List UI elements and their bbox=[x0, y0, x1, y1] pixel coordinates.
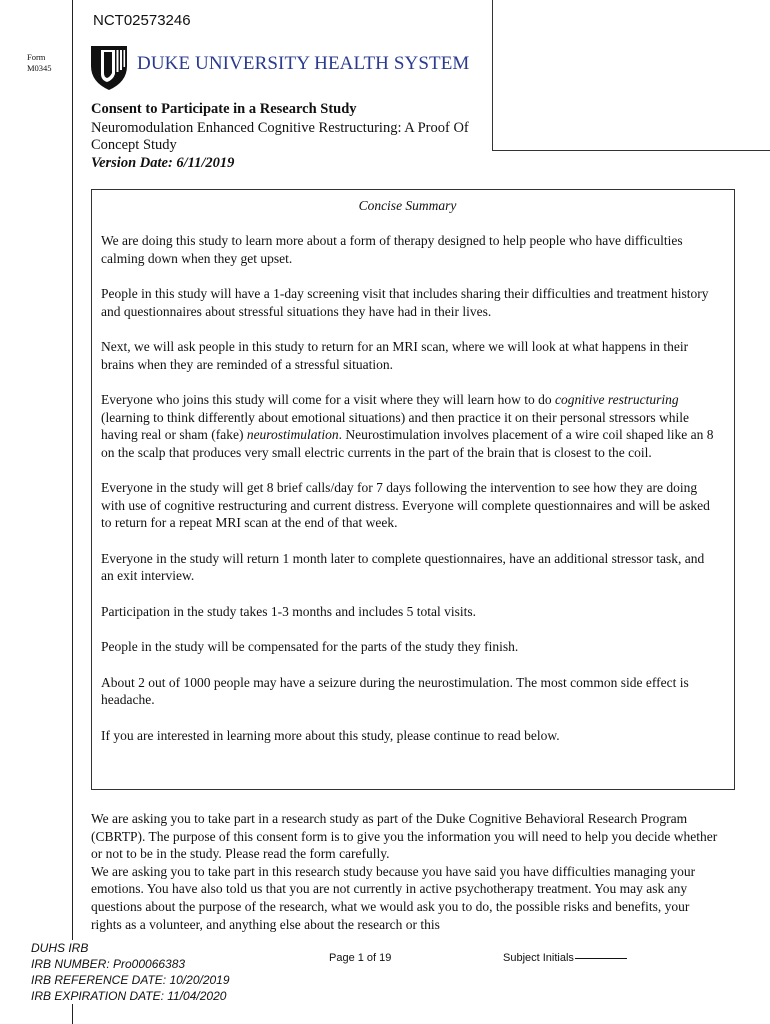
body-paragraph-2: We are asking you to take part in this research study because you have said you have difficulties managing your emotions. You have also told us that you are not currently in active psychotherapy treatment. You may ask any questions about the purpose of the research, what we would ask you to do, the possible risks and benefits, your rights as a volunteer, and anything else about the research or this bbox=[91, 863, 696, 932]
irb-line-3: IRB REFERENCE DATE: 10/20/2019 bbox=[31, 973, 230, 987]
corner-box bbox=[492, 0, 770, 151]
irb-stamp bbox=[31, 940, 230, 1004]
p4-text-b: (learning to think differently about emotional situations) and then practice it on their personal stressors while having real or sham (fake) bbox=[101, 409, 689, 442]
summary-title: Concise Summary bbox=[358, 198, 457, 213]
org-name: DUKE UNIVERSITY HEALTH SYSTEM bbox=[137, 53, 470, 74]
body-paragraph-1: We are asking you to take part in a research study as part of the Duke Cognitive Behavioral Research Program (CBRTP). The purpose of this consent form is to give you the information you will need to help you decide whether or not to be in the study. Please read the form carefully. bbox=[91, 811, 718, 862]
summary-paragraph-9: About 2 out of 1000 people may have a seizure during the neurostimulation. The most common side effect is headache. bbox=[101, 674, 689, 707]
summary-paragraph-8: People in the study will be compensated for the parts of the study they finish. bbox=[101, 639, 519, 654]
subject-initials bbox=[503, 952, 627, 964]
nct-id: NCT02573246 bbox=[93, 12, 191, 29]
summary-paragraph-7: Participation in the study takes 1-3 months and includes 5 total visits. bbox=[101, 603, 476, 619]
consent-body bbox=[91, 810, 721, 932]
form-label bbox=[27, 52, 52, 74]
form-label-line2: M0345 bbox=[27, 63, 52, 73]
p4-text-c: . Neurostimulation involves placement of a wire coil shaped like an 8 on the scalp that produces very small electric currents in the part of the brain that is closest to the coil. bbox=[101, 427, 714, 460]
summary-paragraph-5: Everyone in the study will get 8 brief calls/day for 7 days following the intervention to see how they are doing with use of cognitive restructuring and current distress. Everyone will complete questionnaires and will be asked to return for a repeat MRI scan at the end of that week. bbox=[101, 480, 710, 530]
p4-text-a: Everyone who joins this study will come for a visit where they will learn how to do bbox=[101, 392, 556, 407]
study-title: Neuromodulation Enhanced Cognitive Restructuring: A Proof Of Concept Study bbox=[91, 120, 469, 153]
page-number: Page 1 of 19 bbox=[329, 952, 392, 964]
initials-blank-line bbox=[575, 958, 627, 959]
irb-line-4: IRB EXPIRATION DATE: 11/04/2020 bbox=[31, 989, 227, 1003]
form-label-line1: Form bbox=[27, 52, 46, 62]
summary-paragraph-1: We are doing this study to learn more about a form of therapy designed to help people who have difficulties calming down when they get upset. bbox=[101, 233, 683, 266]
version-date: Version Date: 6/11/2019 bbox=[91, 155, 235, 171]
p4-term-cognitive-restructuring: cognitive restructuring bbox=[555, 392, 679, 407]
summary-paragraph-4 bbox=[101, 391, 714, 461]
summary-paragraph-3: Next, we will ask people in this study to return for an MRI scan, where we will look at what happens in their brains when they are reminded of a stressful situation. bbox=[101, 339, 689, 372]
subject-initials-label: Subject Initials bbox=[503, 952, 574, 964]
summary-paragraph-2: People in this study will have a 1-day screening visit that includes sharing their difficulties and treatment history and questionnaires about stressful situations they have had in their lives. bbox=[101, 286, 709, 319]
margin-rule bbox=[72, 0, 73, 1024]
summary-paragraph-6: Everyone in the study will return 1 month later to complete questionnaires, have an additional stressor task, and an exit interview. bbox=[101, 550, 705, 583]
concise-summary-box bbox=[91, 189, 735, 790]
consent-title: Consent to Participate in a Research Study bbox=[91, 101, 357, 117]
summary-paragraph-10: If you are interested in learning more about this study, please continue to read below. bbox=[101, 727, 560, 743]
irb-line-2: IRB NUMBER: Pro00066383 bbox=[31, 957, 186, 971]
duke-shield-logo-icon bbox=[89, 44, 129, 92]
p4-term-neurostimulation: neurostimulation bbox=[246, 427, 339, 442]
irb-line-1: DUHS IRB bbox=[31, 941, 89, 955]
